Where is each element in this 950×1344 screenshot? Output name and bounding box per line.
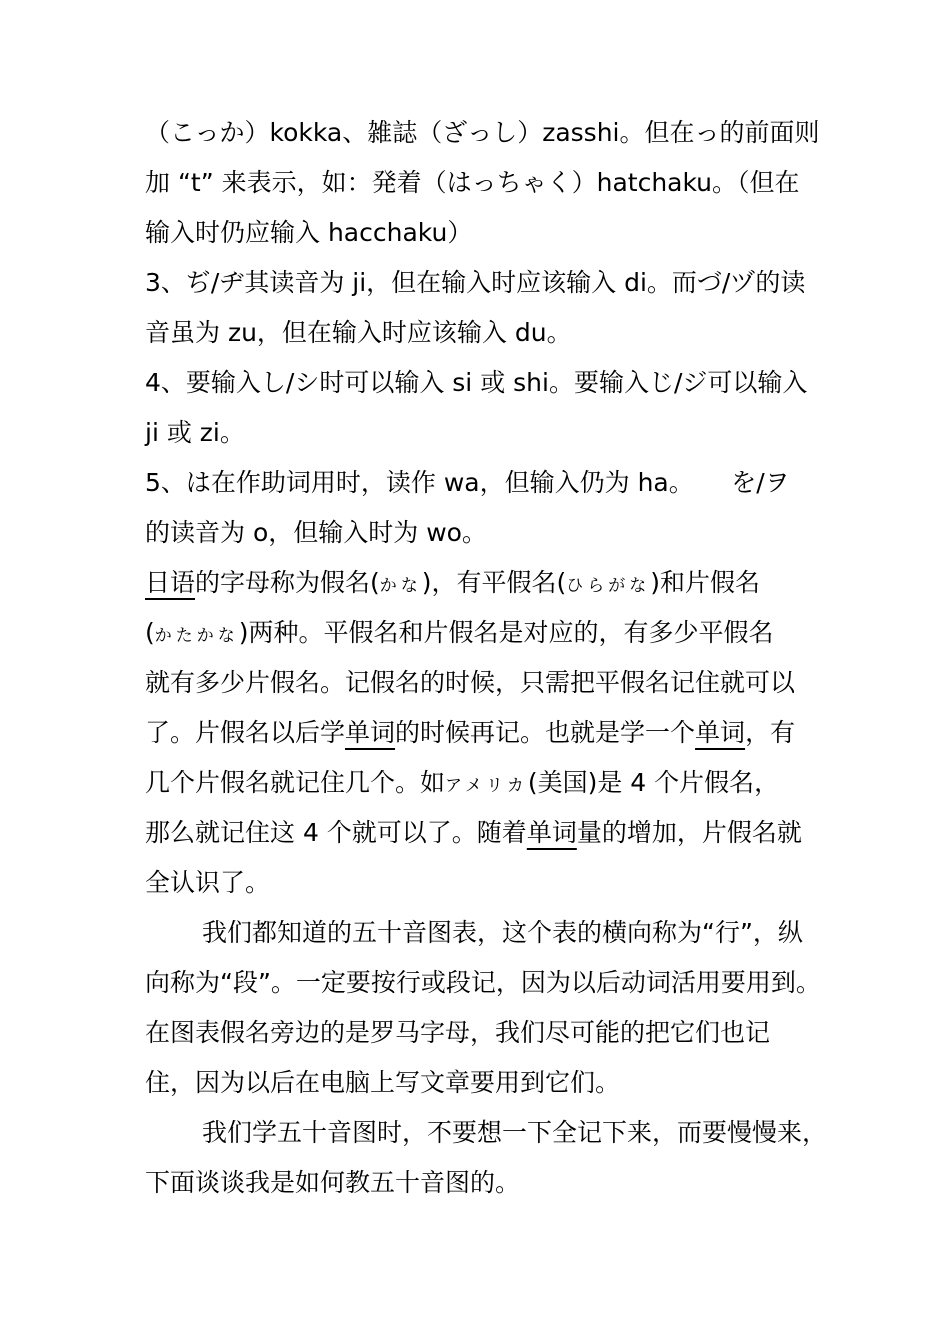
paragraph-line: 4、要输入し/シ时可以输入 si 或 shi。要输入じ/ジ可以输入 [145,368,808,397]
paragraph-line: 在图表假名旁边的是罗马字母，我们尽可能的把它们也记 [145,1018,771,1047]
paragraph-line: 我们都知道的五十音图表，这个表的横向称为“行”，纵 [202,918,803,947]
text-segment: (美国)是 4 个片假名， [527,768,780,797]
underlined-term: 单词 [345,718,396,747]
text-segment: )和片假名 [650,568,761,597]
paragraph-line: 3、ぢ/ヂ其读音为 ji，但在输入时应该输入 di。而づ/ヅ的读 [145,268,806,297]
paragraph-line: 就有多少片假名。记假名的时候，只需把平假名记住就可以 [145,668,796,697]
underlined-term: 单词 [695,718,746,747]
kana-small: かたかな [154,626,239,646]
text-segment: 几个片假名就记住几个。如 [145,768,446,797]
text-segment: 的时候再记。也就是学一个 [395,718,696,747]
kana-small: ひらがな [566,576,651,596]
paragraph-line: ji 或 zi。 [145,418,245,447]
paragraph-line: 加 “t” 来表示，如：発着（はっちゃく）hatchaku。（但在 [145,168,800,197]
paragraph-line: 我们学五十音图时，不要想一下全记下来，而要慢慢来， [202,1118,828,1147]
paragraph-line: 向称为“段”。一定要按行或段记，因为以后动词活用要用到。 [145,968,821,997]
text-segment: ( [145,618,155,647]
text-segment: 的字母称为假名( [195,568,380,597]
paragraph-line: 全认识了。 [145,868,271,897]
paragraph-line: 的读音为 o，但输入时为 wo。 [145,518,487,547]
text-segment: )两种。平假名和片假名是对应的，有多少平假名 [238,618,774,647]
paragraph-line [145,566,760,603]
paragraph-line: 5、は在作助词用时，读作 wa，但输入仍为 ha。 を/ヲ [145,468,790,497]
underlined-term: 单词 [526,818,577,847]
text-segment: 那么就记住这 4 个就可以了。随着 [145,818,527,847]
kana-small: アメリカ [445,776,528,796]
paragraph-line [145,766,779,803]
paragraph-line [145,716,795,750]
paragraph-line: 下面谈谈我是如何教五十音图的。 [145,1168,521,1197]
text-segment: ，有 [745,718,796,747]
text-segment: 了。片假名以后学 [145,718,346,747]
paragraph-line [145,616,774,653]
kana-small: かな [379,576,422,596]
paragraph-line: （こっか）kokka、雑誌（ざっし）zasshi。但在っ的前面则 [145,118,820,147]
paragraph-line: 住，因为以后在电脑上写文章要用到它们。 [145,1068,621,1097]
text-segment: )，有平假名( [421,568,567,597]
text-segment: 量的增加，片假名就 [576,818,802,847]
paragraph-line: 音虽为 zu，但在输入时应该输入 du。 [145,318,572,347]
paragraph-line: 输入时仍应输入 hacchaku） [145,218,473,247]
underlined-term: 日语 [145,568,196,597]
paragraph-line [145,816,802,850]
